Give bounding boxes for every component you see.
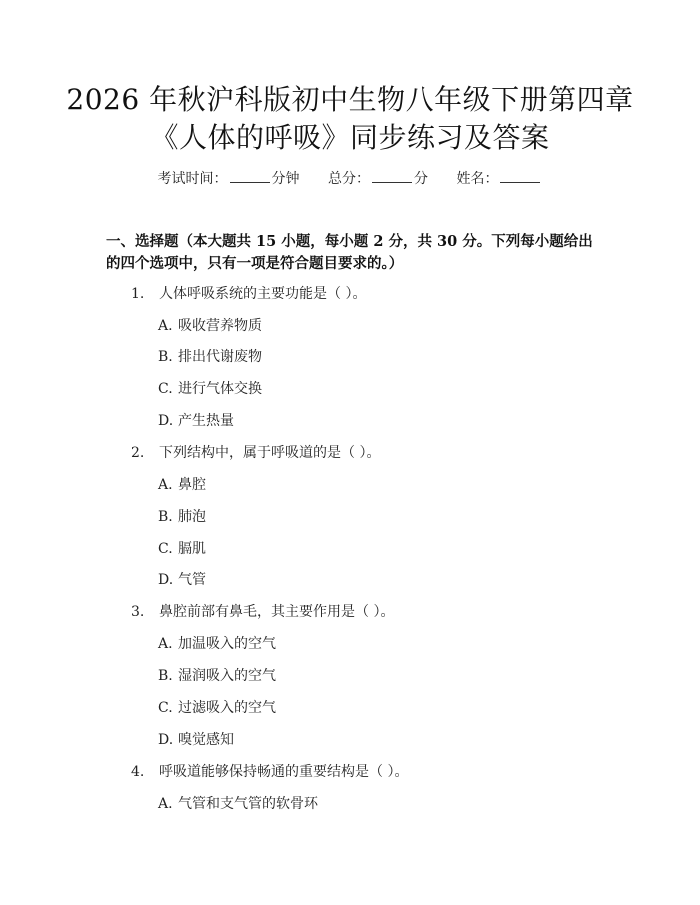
option-text: 肺泡 bbox=[178, 509, 206, 525]
title-line-1: 2026 年秋沪科版初中生物八年级下册第四章 bbox=[66, 83, 634, 116]
question-4 bbox=[131, 761, 408, 781]
option-text: 产生热量 bbox=[178, 413, 234, 429]
option-3d bbox=[158, 729, 234, 749]
option-2c bbox=[158, 538, 206, 558]
option-1d bbox=[158, 410, 234, 430]
exam-time-unit: 分钟 bbox=[271, 171, 300, 187]
option-letter: A. bbox=[158, 796, 173, 812]
option-2a bbox=[158, 474, 206, 494]
option-letter: D. bbox=[158, 413, 174, 429]
option-letter: D. bbox=[158, 572, 174, 588]
exam-score-label: 总分： bbox=[328, 171, 370, 187]
exam-name bbox=[456, 171, 542, 187]
question-stem: 鼻腔前部有鼻毛，其主要作用是（ ）。 bbox=[159, 604, 395, 620]
title-line-2: 《人体的呼吸》同步练习及答案 bbox=[150, 121, 550, 154]
option-1b bbox=[158, 346, 262, 366]
option-text: 进行气体交换 bbox=[178, 381, 262, 397]
question-2 bbox=[131, 442, 380, 462]
option-letter: D. bbox=[158, 732, 174, 748]
option-text: 气管 bbox=[178, 572, 206, 588]
option-text: 湿润吸入的空气 bbox=[178, 668, 276, 684]
option-1a bbox=[158, 315, 262, 335]
exam-time bbox=[158, 171, 304, 187]
option-letter: C. bbox=[158, 700, 173, 716]
option-text: 吸收营养物质 bbox=[178, 318, 262, 334]
option-2b bbox=[158, 506, 206, 526]
option-letter: A. bbox=[158, 636, 173, 652]
exam-score bbox=[328, 171, 432, 187]
option-letter: A. bbox=[158, 477, 173, 493]
option-letter: C. bbox=[158, 381, 173, 397]
exam-info bbox=[0, 168, 700, 188]
exam-name-label: 姓名： bbox=[456, 171, 499, 187]
exam-time-label: 考试时间： bbox=[157, 171, 228, 187]
option-3a bbox=[158, 633, 276, 653]
question-stem: 呼吸道能够保持畅通的重要结构是（ ）。 bbox=[159, 764, 409, 780]
option-1c bbox=[158, 378, 262, 398]
option-text: 鼻腔 bbox=[178, 477, 206, 493]
option-text: 气管和支气管的软骨环 bbox=[178, 796, 318, 812]
question-stem: 人体呼吸系统的主要功能是（ ）。 bbox=[159, 286, 367, 302]
option-letter: C. bbox=[158, 541, 173, 557]
option-3b bbox=[158, 665, 276, 685]
question-number: 2. bbox=[131, 445, 145, 461]
option-2d bbox=[158, 569, 206, 589]
question-3 bbox=[131, 601, 394, 621]
exam-score-unit: 分 bbox=[414, 171, 428, 187]
question-number: 3. bbox=[131, 604, 145, 620]
question-number: 1. bbox=[131, 286, 145, 302]
exam-time-blank bbox=[230, 170, 270, 183]
exam-score-blank bbox=[372, 170, 412, 183]
question-stem: 下列结构中，属于呼吸道的是（ ）。 bbox=[159, 445, 381, 461]
exam-name-blank bbox=[500, 170, 540, 183]
option-text: 嗅觉感知 bbox=[178, 732, 234, 748]
option-letter: B. bbox=[158, 668, 173, 684]
option-text: 排出代谢废物 bbox=[178, 349, 262, 365]
question-number: 4. bbox=[131, 764, 145, 780]
option-letter: B. bbox=[158, 349, 173, 365]
option-4a bbox=[158, 793, 318, 813]
section-heading-multiple-choice: 一、选择题（本大题共 15 小题，每小题 2 分，共 30 分。下列每小题给出的四个选项中，只有一项是符合题目要求的。） bbox=[106, 233, 593, 272]
option-letter: B. bbox=[158, 509, 173, 525]
option-letter: A. bbox=[158, 318, 173, 334]
option-text: 膈肌 bbox=[178, 541, 206, 557]
option-text: 过滤吸入的空气 bbox=[178, 700, 276, 716]
option-text: 加温吸入的空气 bbox=[178, 636, 276, 652]
option-3c bbox=[158, 697, 276, 717]
question-1 bbox=[131, 283, 366, 303]
